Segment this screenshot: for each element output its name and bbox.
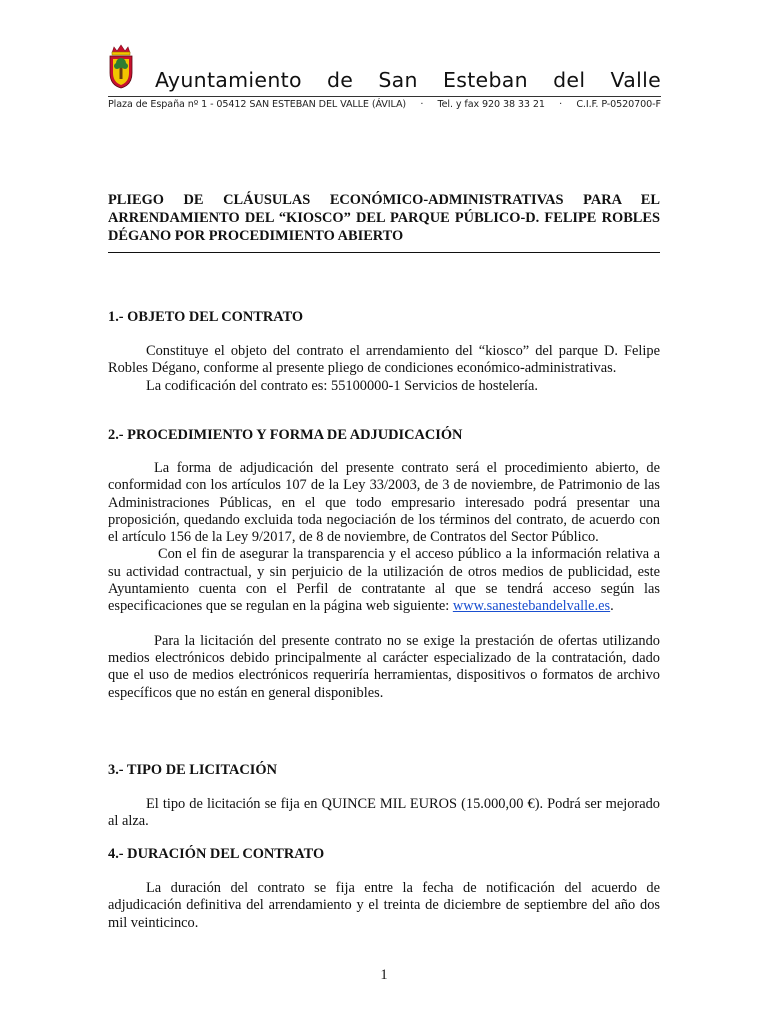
paragraph: Constituye el objeto del contrato el arrendamiento del “kiosco” del parque D. Felipe Robles Dégano, conforme al presente pliego de condiciones económico-administrativas.: [108, 343, 660, 377]
town-hall-name: Ayuntamiento de San Esteban del Valle: [155, 68, 661, 92]
section-heading: 1.- OBJETO DEL CONTRATO: [108, 309, 304, 325]
phone-text: Tel. y fax 920 38 33 21: [437, 99, 545, 110]
section-procedimiento: [108, 426, 660, 702]
page-number: 1: [380, 967, 388, 983]
address-text: Plaza de España nº 1 - 05412 SAN ESTEBAN DEL VALLE (ÁVILA): [108, 99, 407, 110]
paragraph-text: Con el fin de asegurar la transparencia y el acceso público a la información relativa a su actividad contractual, y sin perjuicio de la utilización de otros medios de publicidad, este Ayuntamiento cuenta con el Perfil de contratante al que se tendrá acceso según las especificaciones que se regulan en la página web siguiente:: [108, 546, 660, 615]
section-heading: 4.- DURACIÓN DEL CONTRATO: [108, 846, 325, 862]
website-link[interactable]: www.sanestebandelvalle.es: [452, 598, 611, 615]
separator: ·: [559, 99, 563, 110]
header-divider: [108, 96, 661, 97]
section-objeto: [108, 308, 660, 395]
document-title: PLIEGO DE CLÁUSULAS ECONÓMICO-ADMINISTRATIVAS PARA EL ARRENDAMIENTO DEL “KIOSCO” DEL PARQUE PÚBLICO-D. FELIPE ROBLES DÉGANO POR PROCEDIMIENTO ABIERTO: [108, 191, 660, 253]
header-contact-line: [108, 99, 661, 110]
paragraph: Para la licitación del presente contrato no se exige la prestación de ofertas utilizando medios electrónicos debido principalmente al carácter especializado de la contratación, dado que el uso de medios electrónicos requeriría herramientas, dispositivos o formatos de archivo específicos que no están en general disponibles.: [108, 632, 660, 701]
section-heading: 2.- PROCEDIMIENTO Y FORMA DE ADJUDICACIÓN: [108, 427, 463, 443]
separator: ·: [420, 99, 424, 110]
paragraph: La codificación del contrato es: 55100000-1 Servicios de hostelería.: [146, 377, 539, 394]
section-duracion: [108, 845, 660, 932]
paragraph: La duración del contrato se fija entre la fecha de notificación del acuerdo de adjudicación definitiva del arrendamiento y el treinta de diciembre de septiembre del año dos mil veinticinco.: [108, 880, 660, 931]
cif-text: C.I.F. P-0520700-F: [576, 99, 661, 110]
paragraph: [108, 546, 660, 615]
link-suffix: .: [610, 598, 614, 615]
coat-of-arms-icon: [108, 43, 134, 89]
section-heading: 3.- TIPO DE LICITACIÓN: [108, 762, 277, 778]
paragraph: La forma de adjudicación del presente contrato será el procedimiento abierto, de conformidad con los artículos 107 de la Ley 33/2003, de 3 de noviembre, de Patrimonio de las Administraciones Públicas, en el que todo empresario interesado podrá presentar una proposición, quedando excluida toda negociación de los términos del contrato, de acuerdo con el artículo 156 de la Ley 9/2017, de 8 de noviembre, de Contratos del Sector Público.: [108, 460, 660, 546]
section-tipo-licitacion: [108, 761, 660, 831]
paragraph: El tipo de licitación se fija en QUINCE MIL EUROS (15.000,00 €). Podrá ser mejorado al alza.: [108, 796, 660, 830]
